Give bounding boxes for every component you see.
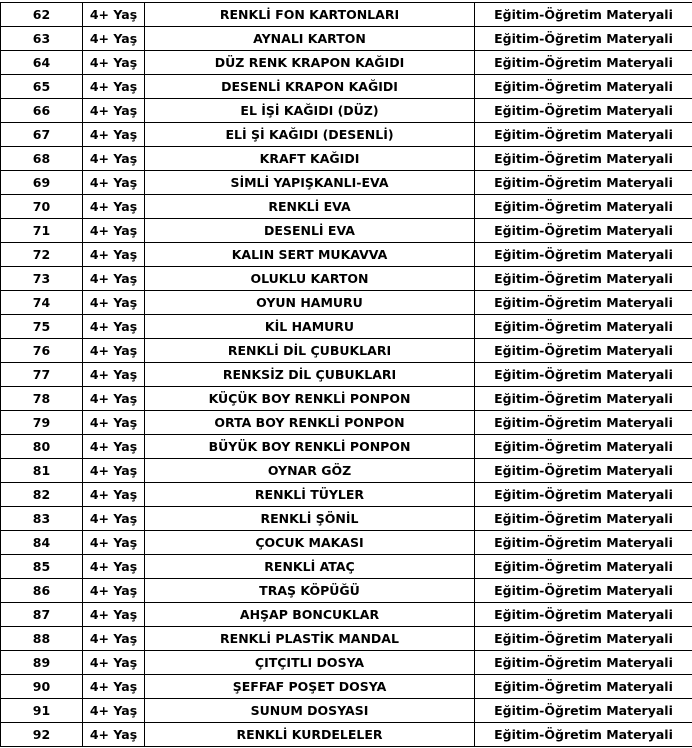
cell-category[interactable]: Eğitim-Öğretim Materyali (475, 507, 692, 531)
cell-age-group[interactable]: 4+ Yaş (83, 123, 145, 147)
table-row (1, 483, 692, 507)
cell-material-name[interactable]: KRAFT KAĞIDI (145, 147, 475, 171)
table-row (1, 459, 692, 483)
cell-category[interactable]: Eğitim-Öğretim Materyali (475, 579, 692, 603)
cell-number[interactable]: 69 (1, 171, 83, 195)
table-row (1, 579, 692, 603)
cell-material-name[interactable]: ELİ Şİ KAĞIDI (DESENLİ) (145, 123, 475, 147)
table-row (1, 219, 692, 243)
cell-category[interactable]: Eğitim-Öğretim Materyali (475, 555, 692, 579)
cell-material-name[interactable]: RENKLİ KURDELELER (145, 723, 475, 747)
cell-age-group[interactable]: 4+ Yaş (83, 219, 145, 243)
cell-material-name[interactable]: RENKSİZ DİL ÇUBUKLARI (145, 363, 475, 387)
cell-number[interactable]: 71 (1, 219, 83, 243)
cell-age-group[interactable]: 4+ Yaş (83, 411, 145, 435)
cell-category[interactable]: Eğitim-Öğretim Materyali (475, 171, 692, 195)
cell-category[interactable]: Eğitim-Öğretim Materyali (475, 651, 692, 675)
cell-number[interactable]: 64 (1, 51, 83, 75)
cell-age-group[interactable]: 4+ Yaş (83, 171, 145, 195)
cell-number[interactable]: 84 (1, 531, 83, 555)
cell-category[interactable]: Eğitim-Öğretim Materyali (475, 603, 692, 627)
table-row (1, 723, 692, 747)
cell-category[interactable]: Eğitim-Öğretim Materyali (475, 51, 692, 75)
cell-number[interactable]: 79 (1, 411, 83, 435)
cell-material-name[interactable]: AHŞAP BONCUKLAR (145, 603, 475, 627)
cell-category[interactable]: Eğitim-Öğretim Materyali (475, 291, 692, 315)
cell-number[interactable]: 68 (1, 147, 83, 171)
cell-category[interactable]: Eğitim-Öğretim Materyali (475, 75, 692, 99)
cell-material-name[interactable]: DESENLİ KRAPON KAĞIDI (145, 75, 475, 99)
table-row (1, 123, 692, 147)
table-row (1, 675, 692, 699)
table-row (1, 3, 692, 27)
cell-material-name[interactable]: RENKLİ DİL ÇUBUKLARI (145, 339, 475, 363)
cell-age-group[interactable]: 4+ Yaş (83, 627, 145, 651)
cell-number[interactable]: 87 (1, 603, 83, 627)
cell-number[interactable]: 72 (1, 243, 83, 267)
cell-material-name[interactable]: RENKLİ ŞÖNİL (145, 507, 475, 531)
cell-number[interactable]: 92 (1, 723, 83, 747)
table-row (1, 243, 692, 267)
cell-age-group[interactable]: 4+ Yaş (83, 507, 145, 531)
cell-material-name[interactable]: ORTA BOY RENKLİ PONPON (145, 411, 475, 435)
cell-number[interactable]: 88 (1, 627, 83, 651)
cell-age-group[interactable]: 4+ Yaş (83, 435, 145, 459)
cell-material-name[interactable]: KİL HAMURU (145, 315, 475, 339)
cell-age-group[interactable]: 4+ Yaş (83, 675, 145, 699)
cell-number[interactable]: 89 (1, 651, 83, 675)
table-row (1, 555, 692, 579)
cell-material-name[interactable]: OYNAR GÖZ (145, 459, 475, 483)
table-row (1, 195, 692, 219)
cell-age-group[interactable]: 4+ Yaş (83, 603, 145, 627)
table-row (1, 51, 692, 75)
table-row (1, 507, 692, 531)
table-row (1, 363, 692, 387)
cell-age-group[interactable]: 4+ Yaş (83, 147, 145, 171)
cell-category[interactable]: Eğitim-Öğretim Materyali (475, 723, 692, 747)
cell-number[interactable]: 67 (1, 123, 83, 147)
cell-number[interactable]: 70 (1, 195, 83, 219)
cell-category[interactable]: Eğitim-Öğretim Materyali (475, 219, 692, 243)
cell-age-group[interactable]: 4+ Yaş (83, 339, 145, 363)
cell-material-name[interactable]: RENKLİ TÜYLER (145, 483, 475, 507)
table-row (1, 147, 692, 171)
cell-category[interactable]: Eğitim-Öğretim Materyali (475, 267, 692, 291)
table-row (1, 339, 692, 363)
cell-category[interactable]: Eğitim-Öğretim Materyali (475, 27, 692, 51)
cell-age-group[interactable]: 4+ Yaş (83, 651, 145, 675)
cell-material-name[interactable]: RENKLİ PLASTİK MANDAL (145, 627, 475, 651)
cell-age-group[interactable]: 4+ Yaş (83, 459, 145, 483)
cell-number[interactable]: 76 (1, 339, 83, 363)
cell-age-group[interactable]: 4+ Yaş (83, 195, 145, 219)
cell-material-name[interactable]: ŞEFFAF POŞET DOSYA (145, 675, 475, 699)
cell-category[interactable]: Eğitim-Öğretim Materyali (475, 315, 692, 339)
table-row (1, 315, 692, 339)
cell-category[interactable]: Eğitim-Öğretim Materyali (475, 3, 692, 27)
cell-material-name[interactable]: ÇOCUK MAKASI (145, 531, 475, 555)
cell-number[interactable]: 91 (1, 699, 83, 723)
table-row (1, 387, 692, 411)
cell-material-name[interactable]: KÜÇÜK BOY RENKLİ PONPON (145, 387, 475, 411)
cell-age-group[interactable]: 4+ Yaş (83, 27, 145, 51)
cell-number[interactable]: 82 (1, 483, 83, 507)
cell-category[interactable]: Eğitim-Öğretim Materyali (475, 339, 692, 363)
cell-age-group[interactable]: 4+ Yaş (83, 243, 145, 267)
cell-category[interactable]: Eğitim-Öğretim Materyali (475, 531, 692, 555)
cell-age-group[interactable]: 4+ Yaş (83, 99, 145, 123)
cell-age-group[interactable]: 4+ Yaş (83, 315, 145, 339)
cell-age-group[interactable]: 4+ Yaş (83, 555, 145, 579)
table-row (1, 267, 692, 291)
table-row (1, 291, 692, 315)
table-row (1, 435, 692, 459)
table-row (1, 411, 692, 435)
cell-material-name[interactable]: DÜZ RENK KRAPON KAĞIDI (145, 51, 475, 75)
cell-age-group[interactable]: 4+ Yaş (83, 363, 145, 387)
cell-category[interactable]: Eğitim-Öğretim Materyali (475, 387, 692, 411)
cell-category[interactable]: Eğitim-Öğretim Materyali (475, 147, 692, 171)
cell-age-group[interactable]: 4+ Yaş (83, 723, 145, 747)
cell-number[interactable]: 90 (1, 675, 83, 699)
cell-category[interactable]: Eğitim-Öğretim Materyali (475, 675, 692, 699)
cell-material-name[interactable]: AYNALI KARTON (145, 27, 475, 51)
cell-material-name[interactable]: RENKLİ FON KARTONLARI (145, 3, 475, 27)
cell-category[interactable]: Eğitim-Öğretim Materyali (475, 195, 692, 219)
cell-category[interactable]: Eğitim-Öğretim Materyali (475, 459, 692, 483)
table-body (1, 3, 692, 747)
cell-age-group[interactable]: 4+ Yaş (83, 387, 145, 411)
cell-age-group[interactable]: 4+ Yaş (83, 699, 145, 723)
cell-material-name[interactable]: RENKLİ EVA (145, 195, 475, 219)
cell-number[interactable]: 81 (1, 459, 83, 483)
cell-category[interactable]: Eğitim-Öğretim Materyali (475, 699, 692, 723)
table-row (1, 651, 692, 675)
cell-category[interactable]: Eğitim-Öğretim Materyali (475, 483, 692, 507)
cell-material-name[interactable]: OLUKLU KARTON (145, 267, 475, 291)
cell-category[interactable]: Eğitim-Öğretim Materyali (475, 411, 692, 435)
table-row (1, 627, 692, 651)
cell-number[interactable]: 66 (1, 99, 83, 123)
cell-number[interactable]: 78 (1, 387, 83, 411)
cell-age-group[interactable]: 4+ Yaş (83, 579, 145, 603)
cell-age-group[interactable]: 4+ Yaş (83, 51, 145, 75)
table-row (1, 603, 692, 627)
table-row (1, 99, 692, 123)
cell-number[interactable]: 85 (1, 555, 83, 579)
cell-category[interactable]: Eğitim-Öğretim Materyali (475, 363, 692, 387)
cell-category[interactable]: Eğitim-Öğretim Materyali (475, 627, 692, 651)
cell-category[interactable]: Eğitim-Öğretim Materyali (475, 99, 692, 123)
cell-age-group[interactable]: 4+ Yaş (83, 291, 145, 315)
cell-material-name[interactable]: KALIN SERT MUKAVVA (145, 243, 475, 267)
cell-age-group[interactable]: 4+ Yaş (83, 267, 145, 291)
cell-material-name[interactable]: ÇITÇITLI DOSYA (145, 651, 475, 675)
cell-age-group[interactable]: 4+ Yaş (83, 483, 145, 507)
materials-table (0, 2, 692, 747)
cell-category[interactable]: Eğitim-Öğretim Materyali (475, 243, 692, 267)
table-row (1, 699, 692, 723)
cell-age-group[interactable]: 4+ Yaş (83, 3, 145, 27)
cell-number[interactable]: 75 (1, 315, 83, 339)
cell-number[interactable]: 63 (1, 27, 83, 51)
table-row (1, 531, 692, 555)
table-row (1, 75, 692, 99)
cell-category[interactable]: Eğitim-Öğretim Materyali (475, 123, 692, 147)
cell-material-name[interactable]: OYUN HAMURU (145, 291, 475, 315)
table-row (1, 171, 692, 195)
cell-age-group[interactable]: 4+ Yaş (83, 75, 145, 99)
table-row (1, 27, 692, 51)
cell-number[interactable]: 83 (1, 507, 83, 531)
cell-material-name[interactable]: SİMLİ YAPIŞKANLI-EVA (145, 171, 475, 195)
cell-material-name[interactable]: SUNUM DOSYASI (145, 699, 475, 723)
cell-age-group[interactable]: 4+ Yaş (83, 531, 145, 555)
cell-category[interactable]: Eğitim-Öğretim Materyali (475, 435, 692, 459)
cell-number[interactable]: 74 (1, 291, 83, 315)
cell-material-name[interactable]: RENKLİ ATAÇ (145, 555, 475, 579)
cell-material-name[interactable]: TRAŞ KÖPÜĞÜ (145, 579, 475, 603)
cell-material-name[interactable]: EL İŞİ KAĞIDI (DÜZ) (145, 99, 475, 123)
cell-number[interactable]: 65 (1, 75, 83, 99)
cell-material-name[interactable]: BÜYÜK BOY RENKLİ PONPON (145, 435, 475, 459)
cell-material-name[interactable]: DESENLİ EVA (145, 219, 475, 243)
cell-number[interactable]: 80 (1, 435, 83, 459)
cell-number[interactable]: 77 (1, 363, 83, 387)
cell-number[interactable]: 86 (1, 579, 83, 603)
cell-number[interactable]: 73 (1, 267, 83, 291)
cell-number[interactable]: 62 (1, 3, 83, 27)
